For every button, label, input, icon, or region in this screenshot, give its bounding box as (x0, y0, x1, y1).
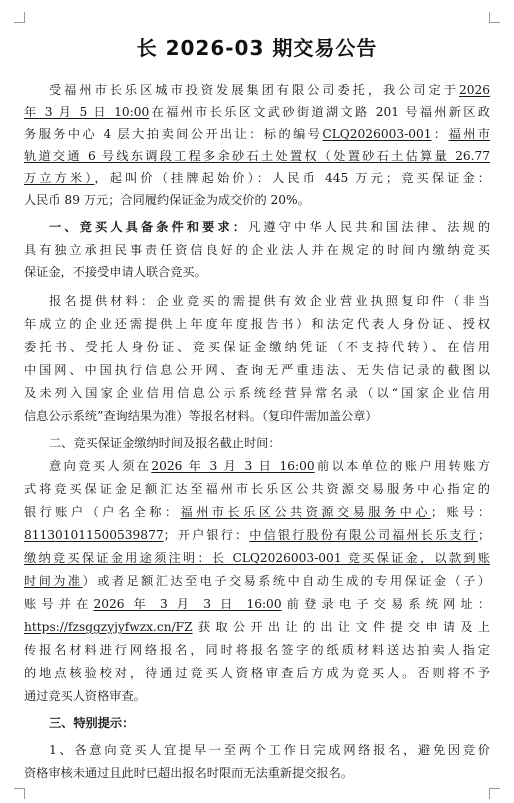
section-text: 时间为准 (24, 574, 83, 588)
section2-line-2: 式将竞买保证金足额汇达至福州市长乐区公共资源交易服务中心指定的 (24, 482, 490, 496)
section3-heading: 三、特别提示： (49, 716, 135, 730)
section2-line-9: 传报名材料进行网络报名，同时将报名签字的纸质材料送达拍卖人指定 (24, 643, 490, 657)
section-heading: 一、竞买人具备条件和要求： (49, 220, 249, 234)
section-text: 意向竞买人须在 (49, 459, 152, 473)
intro-text: 在福州市长乐区文武砂街道湖文路 201 号福州新区政 (149, 105, 490, 119)
section2-line-11: 通过竞买人资格审查。 (24, 689, 146, 703)
intro-line-2 (24, 102, 490, 123)
section2-line-1 (24, 456, 490, 477)
system-url-link[interactable]: https://fzsggzyjyfwzx.cn/FZ (24, 620, 193, 634)
materials-line-3: 委托书、受托人身份证、竞买保证金缴纳凭证（不支持代转）、在信用 (24, 340, 490, 354)
bank-name: 中信银行股份有限公司福州长乐支行 (249, 528, 478, 542)
page-corner-mark (489, 12, 500, 23)
auction-date: 2026 (458, 83, 490, 97)
intro-line-3 (24, 124, 490, 145)
section1-line-2: 具有独立承担民事责任资信良好的企业法人并在规定的时间内缴纳竞买 (24, 243, 490, 257)
page-corner-mark (14, 12, 25, 23)
intro-text: ，起叫价（挂牌起始价）：人民币 445 万元；竞买保证金： (94, 171, 490, 185)
section-text: ；账号： (430, 505, 491, 519)
section1-line-3: 保证金，不接受申请人联合竞买。 (24, 265, 207, 279)
section2-line-8 (24, 617, 490, 638)
materials-line-5: 及未列入国家企业信用信息公示系统经营异常名录（以“国家企业信用 (24, 386, 490, 400)
materials-line-4: 中国网、中国执行信息公开网、查询无严重违法、无失信记录的截图以 (24, 363, 490, 377)
deadline-date: 2026 年 3 月 3 日 16:00 (151, 459, 315, 473)
section-text: 凡遵守中华人民共和国法律、法规的 (248, 220, 491, 234)
section3-line-1: 1、各意向竞买人宜提早一至两个工作日完成网络报名，避免因竞价 (49, 743, 490, 757)
section-text: ；开户银行： (163, 528, 250, 542)
section2-line-5: 缴纳竞买保证金用途须注明：长 CLQ2026003-001 竞买保证金，以款到账 (24, 551, 490, 565)
document-title: 长 2026-03 期交易公告 (136, 36, 378, 60)
intro-line-1 (24, 80, 490, 101)
intro-line-4 (24, 146, 490, 167)
section-text: ）或者足额汇达至电子交易系统中自动生成的专用保证金（子） (82, 574, 491, 588)
intro-line-6: 人民币 89 万元；合同履约保证金为成交价的 20%。 (24, 193, 310, 207)
materials-line-6: 信息公示系统”查询结果为准）等报名材料。（复印件需加盖公章） (24, 409, 378, 423)
auction-date: 年 3 月 5 日 10:00 (24, 105, 150, 119)
lot-name: 轨道交通 6 号线东调段工程多余砂石土处置权（处置砂石土估算量 26.77 (24, 149, 490, 163)
section-text: ； (477, 528, 491, 542)
lot-code: CLQ2026003-001 (322, 127, 432, 141)
account-name: 福州市长乐区公共资源交易服务中心 (180, 505, 431, 519)
lot-name: 福州市 (448, 127, 490, 141)
section2-heading: 二、竞买保证金缴纳时间及报名截止时间： (49, 436, 281, 450)
section-text: 账号并在 (24, 597, 94, 611)
intro-line-5 (24, 168, 490, 189)
section2-line-4 (24, 525, 490, 546)
section1-line-1 (24, 217, 490, 238)
lot-name: 万立方米） (24, 171, 95, 185)
page-corner-mark (14, 788, 25, 799)
section-text: 银行账户（户名全称： (24, 505, 181, 519)
section2-line-3 (24, 502, 490, 523)
section2-line-10: 的地点核验校对，待通过竞买人资格审查后方成为竞买人。否则将不予 (24, 666, 490, 680)
section-text: 前登录电子交易系统网址： (281, 597, 491, 611)
section2-line-6 (24, 571, 490, 592)
section2-line-7 (24, 594, 490, 615)
materials-line-1: 报名提供材料：企业竞买的需提供有效企业营业执照复印件（非当 (49, 294, 490, 308)
materials-line-2: 年成立的企业还需提供上年度年度报告书）和法定代表人身份证、授权 (24, 317, 490, 331)
section-text: 获取公开出让的出让文件提交申请及上 (192, 620, 490, 634)
intro-text: ： (431, 127, 449, 141)
account-number: 811301011500539877 (24, 528, 164, 542)
page-corner-mark (489, 788, 500, 799)
deadline-date: 2026 年 3 月 3 日 16:00 (93, 597, 282, 611)
section3-line-2: 资格审核未通过且此时已超出报名时限而无法重新提交报名。 (24, 766, 354, 780)
intro-text: 受福州市长乐区城市投资发展集团有限公司委托，我公司定于 (49, 83, 459, 97)
section-text: 前以本单位的账户用转账方 (314, 459, 491, 473)
intro-text: 务服务中心 4 层大拍卖间公开出让：标的编号 (24, 127, 323, 141)
